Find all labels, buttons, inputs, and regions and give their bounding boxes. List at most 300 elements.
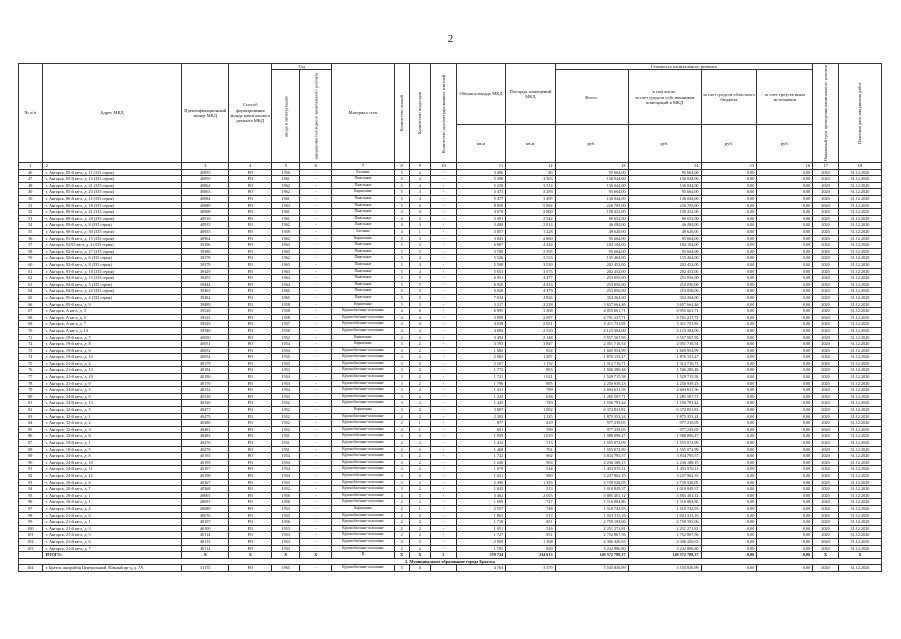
cell-col-16: 0,00: [757, 499, 813, 506]
table-row: [19, 261, 882, 268]
cell-col-5: 1951: [272, 440, 300, 447]
cell-col-2: г. Ангарск, 21-й кв-л, д. 3: [42, 525, 182, 532]
cell-col-4: РО: [229, 209, 272, 216]
cell-col-8: 5: [394, 268, 409, 275]
cell-col-11: 3 408: [456, 222, 505, 229]
cell-col-11: 4 670: [456, 209, 505, 216]
cell-col-11: 6 920: [456, 281, 505, 288]
cell-col-13: 46 284,00: [555, 222, 628, 229]
cell-col-13: 1 875 353,24: [555, 413, 628, 420]
cell-col-10: -: [431, 235, 457, 242]
cell-col-17: 2020: [813, 294, 839, 301]
cell-col-4: РО: [229, 341, 272, 348]
cell-col-2: г. Ангарск, 21-й кв-л, д. 9: [42, 380, 182, 387]
header-cost-owners: в том числе: за счет средств собственников помещений в МКД: [628, 70, 701, 125]
cell-col-2: г. Ангарск, 24-й кв-л, д. 10: [42, 459, 182, 466]
cell-col-4: РО: [229, 426, 272, 433]
cell-col-11: 1 468: [456, 446, 505, 453]
cell-col-15: 0,00: [701, 367, 757, 374]
cell-col-16: 16: [757, 163, 813, 170]
table-row: [19, 440, 882, 447]
header-address: Адрес МКД: [42, 64, 182, 163]
cell-col-4: РО: [229, 446, 272, 453]
cell-col-18: 31.12.2020: [838, 565, 881, 572]
cell-col-8: 5: [394, 189, 409, 196]
cell-col-10: -: [431, 393, 457, 400]
cell-col-9: 2: [409, 400, 430, 407]
cell-col-3: 40107: [182, 519, 229, 526]
cell-col-16: 0,00: [757, 301, 813, 308]
table-row: [19, 202, 882, 209]
cell-col-14: 3 557 567,95: [628, 334, 701, 341]
table-row: [19, 294, 882, 301]
cell-col-9: 2: [409, 354, 430, 361]
cell-col-13: 184 104,00: [555, 242, 628, 249]
cell-col-13: 1 876 153,47: [555, 354, 628, 361]
cell-col-9: 2: [409, 479, 430, 486]
cell-col-12: 2 228: [506, 301, 555, 308]
cell-col-1: 74: [19, 354, 43, 361]
table-row: [19, 367, 882, 374]
cell-col-1: 49: [19, 189, 43, 196]
cell-col-17: 2020: [813, 281, 839, 288]
cell-col-6: -: [300, 294, 332, 301]
cell-col-14: 95 664,00: [628, 248, 701, 255]
cell-col-18: 31.12.2020: [838, 242, 881, 249]
cell-col-16: 0,00: [757, 268, 813, 275]
cell-col-2: г. Ангарск, 95-й кв-л, д. 4 (335 серия): [42, 294, 182, 301]
cell-col-10: -: [431, 512, 457, 519]
cell-col-10: -: [431, 360, 457, 367]
cell-col-6: -: [300, 242, 332, 249]
cell-col-11: 5 398: [456, 176, 505, 183]
cell-col-6: -: [300, 327, 332, 334]
cell-col-6: -: [300, 301, 332, 308]
cell-col-13: 2 236 188,15: [555, 459, 628, 466]
cell-col-5: 1962: [272, 222, 300, 229]
cell-col-16: 0,00: [757, 486, 813, 493]
cell-col-8: 5: [394, 255, 409, 262]
cell-col-8: 2: [394, 512, 409, 519]
cell-col-2: г. Ангарск, 21-й кв-л, д. 10: [42, 374, 182, 381]
cell-col-3: 40483: [182, 433, 229, 440]
cell-col-3: 39196: [182, 242, 229, 249]
cell-col-2: г. Ангарск, 95-й кв-л, д. 9: [42, 301, 182, 308]
cell-col-18: 31.12.2020: [838, 182, 881, 189]
cell-col-12: 980: [506, 472, 555, 479]
cell-col-10: -: [431, 486, 457, 493]
cell-col-18: 31.12.2020: [838, 169, 881, 176]
cell-col-11: 3 496: [456, 169, 505, 176]
cell-col-17: 2020: [813, 492, 839, 499]
cell-col-9: 2: [409, 545, 430, 552]
cell-col-8: 4: [394, 209, 409, 216]
cell-col-17: 2020: [813, 413, 839, 420]
cell-col-3: 39489: [182, 301, 229, 308]
cell-col-17: 2020: [813, 360, 839, 367]
cell-col-9: 4: [409, 176, 430, 183]
cell-col-6: -: [300, 545, 332, 552]
cell-col-2: г. Ангарск, 19-й кв-л, д. 8: [42, 341, 182, 348]
cell-col-12: 2 097: [506, 314, 555, 321]
cell-col-9: 2: [409, 525, 430, 532]
header-area-premises: Площадь помещений МКД: [506, 64, 555, 125]
cell-col-10: -: [431, 182, 457, 189]
cell-col-1: 104: [19, 565, 43, 572]
cell-col-5: 1963: [272, 248, 300, 255]
cell-col-1: 78: [19, 380, 43, 387]
cell-col-4: РО: [229, 367, 272, 374]
cell-col-17: 2020: [813, 538, 839, 545]
cell-col-16: 0,00: [757, 479, 813, 486]
cell-col-1: 71: [19, 334, 43, 341]
cell-col-12: 513: [506, 486, 555, 493]
cell-col-12: 3 530: [506, 261, 555, 268]
cell-col-18: 31.12.2020: [838, 321, 881, 328]
cell-col-10: -: [431, 453, 457, 460]
cell-col-17: 17: [813, 163, 839, 170]
cell-col-9: Х: [409, 552, 430, 559]
cell-col-3: 40326: [182, 400, 229, 407]
cell-col-13: 4 955 661,71: [555, 308, 628, 315]
cell-col-18: 31.12.2020: [838, 261, 881, 268]
cell-col-17: 2020: [813, 545, 839, 552]
cell-col-5: 1963: [272, 202, 300, 209]
cell-col-7: Крупноблочные-сплошные: [332, 512, 394, 519]
cell-col-12: 2 942: [506, 215, 555, 222]
cell-col-1: 82: [19, 407, 43, 414]
cell-col-2: г. Ангарск, 21-й кв-л, д. 13: [42, 367, 182, 374]
cell-col-12: 3 495: [506, 196, 555, 203]
cell-col-14: 49 620,00: [628, 229, 701, 236]
cell-col-4: РО: [229, 229, 272, 236]
cell-col-10: -: [431, 400, 457, 407]
cell-col-12: 410: [506, 420, 555, 427]
table-row: [19, 413, 882, 420]
cell-col-10: -: [431, 459, 457, 466]
cell-col-14: 3 237 962,35: [628, 472, 701, 479]
cell-col-14: 1 529 715,38: [628, 374, 701, 381]
cell-col-2: г. Ангарск, 16-й кв-л, д. 1: [42, 499, 182, 506]
cell-col-9: 1: [409, 426, 430, 433]
cell-col-6: -: [300, 288, 332, 295]
cell-col-14: 135 464,00: [628, 255, 701, 262]
cell-col-6: -: [300, 393, 332, 400]
cell-col-5: 1965: [272, 294, 300, 301]
cell-col-5: 1961: [272, 215, 300, 222]
cell-col-9: 1: [409, 420, 430, 427]
cell-col-11: 1 721: [456, 374, 505, 381]
cell-col-15: 0,00: [701, 334, 757, 341]
cell-col-4: РО: [229, 466, 272, 473]
cell-col-1: 91: [19, 466, 43, 473]
cell-col-14: 1 876 153,47: [628, 354, 701, 361]
cell-col-18: 31.12.2020: [838, 393, 881, 400]
unit-cost-regional: руб.: [701, 125, 757, 163]
cell-col-4: РО: [229, 407, 272, 414]
cell-col-11: 1 431: [456, 387, 505, 394]
header-start: Начальный срок проведения капитального ремонта: [813, 64, 839, 163]
cell-col-12: 534: [506, 466, 555, 473]
cell-col-13: 135 464,00: [555, 255, 628, 262]
cell-col-14: 158 432,00: [628, 209, 701, 216]
cell-col-14: 3 834 795,57: [628, 453, 701, 460]
cell-col-9: 3: [409, 189, 430, 196]
cell-col-3: 40278: [182, 446, 229, 453]
cell-col-1: 88: [19, 446, 43, 453]
cell-col-14: 977 239,05: [628, 420, 701, 427]
cell-col-12: 399: [506, 426, 555, 433]
cell-col-17: 2020: [813, 248, 839, 255]
cell-col-14: 80 652,00: [628, 215, 701, 222]
cell-col-6: 6: [300, 163, 332, 170]
cell-col-18: 31.12.2020: [838, 466, 881, 473]
cell-col-7: Крупноблочные-сплошные: [332, 380, 394, 387]
cell-col-11: 651: [456, 426, 505, 433]
cell-col-12: 2 860: [506, 235, 555, 242]
cell-col-11: 1 043: [456, 486, 505, 493]
cell-col-13: 95 664,00: [555, 235, 628, 242]
cell-col-5: 1952: [272, 420, 300, 427]
cell-col-2: г. Ангарск, 88-й кв-л, д. 24 (335 серия): [42, 215, 182, 222]
cell-col-8: 3: [394, 538, 409, 545]
cell-col-12: 12: [506, 163, 555, 170]
cell-col-14: 1 605 954,99: [628, 347, 701, 354]
cell-col-16: 0,00: [757, 453, 813, 460]
cell-col-5: 5: [272, 163, 300, 170]
cell-col-10: -: [431, 261, 457, 268]
cell-col-14: 1 453 976,11: [628, 466, 701, 473]
cell-col-2: г. Ангарск, 94-й кв-л, д. 13 (335 серия): [42, 275, 182, 282]
cell-col-8: 3: [394, 492, 409, 499]
cell-col-8: 4: [394, 222, 409, 229]
table-row: [19, 281, 882, 288]
cell-col-15: 0,00: [701, 486, 757, 493]
cell-col-16: 0,00: [757, 354, 813, 361]
cell-col-9: 3: [409, 248, 430, 255]
section-header-row: [19, 558, 882, 565]
table-row: [19, 209, 882, 216]
cell-col-12: 3 503: [506, 176, 555, 183]
cell-col-14: 1 023 313,16: [628, 512, 701, 519]
cell-col-6: -: [300, 532, 332, 539]
cell-col-3: 39444: [182, 281, 229, 288]
cell-col-6: -: [300, 169, 332, 176]
cell-col-3: 40195: [182, 459, 229, 466]
cell-col-3: 20691: [182, 499, 229, 506]
cell-col-18: 31.12.2020: [838, 486, 881, 493]
cell-col-9: 2: [409, 466, 430, 473]
cell-col-7: Панельные: [332, 281, 394, 288]
cell-col-6: -: [300, 281, 332, 288]
cell-col-15: 0,00: [701, 215, 757, 222]
cell-col-11: 1 959: [456, 433, 505, 440]
cell-col-15: 0,00: [701, 525, 757, 532]
cell-col-3: 40197: [182, 466, 229, 473]
cell-col-10: -: [431, 433, 457, 440]
cell-col-15: 0,00: [701, 209, 757, 216]
cell-col-9: 2: [409, 367, 430, 374]
cell-col-2: г. Ангарск, 85-й кв-л, д. 11 (335 серия): [42, 169, 182, 176]
cell-col-13: 253 056,00: [555, 281, 628, 288]
cell-col-4: РО: [229, 479, 272, 486]
cell-col-2: г. Ангарск, 94-й кв-л, д. 3 (335 серия): [42, 281, 182, 288]
cell-col-3: 40935: [182, 222, 229, 229]
cell-col-11: 1 682: [456, 347, 505, 354]
cell-col-13: 2 739 526,05: [555, 479, 628, 486]
cell-col-1: 70: [19, 327, 43, 334]
cell-col-11: 1 051: [456, 525, 505, 532]
cell-col-14: 2 236 188,15: [628, 459, 701, 466]
cell-col-2: г. Ангарск, А кв-л, д. 14: [42, 327, 182, 334]
cell-col-9: 5: [409, 294, 430, 301]
cell-col-8: 3: [394, 393, 409, 400]
cell-col-13: 1 285 507,71: [555, 393, 628, 400]
table-body: [19, 163, 882, 572]
cell-col-7: Крупноблочные-сплошные: [332, 492, 394, 499]
cell-col-18: 31.12.2020: [838, 446, 881, 453]
cell-col-11: 3 807: [456, 407, 505, 414]
cell-col-15: 0,00: [701, 182, 757, 189]
cell-col-11: 1 640: [456, 459, 505, 466]
cell-col-18: 31.12.2020: [838, 367, 881, 374]
cell-col-6: -: [300, 420, 332, 427]
cell-col-16: 0,00: [757, 229, 813, 236]
cell-col-4: РО: [229, 525, 272, 532]
cell-col-17: 2020: [813, 400, 839, 407]
cell-col-4: РО: [229, 499, 272, 506]
cell-col-11: 4 763: [456, 565, 505, 572]
cell-col-11: 1 699: [456, 499, 505, 506]
cell-col-14: 5 411 751,83: [628, 321, 701, 328]
cell-col-8: 5: [394, 565, 409, 572]
cell-col-10: -: [431, 440, 457, 447]
cell-col-13: 2 251 271,81: [555, 525, 628, 532]
cell-col-6: -: [300, 268, 332, 275]
cell-col-14: 4 701 227,71: [628, 314, 701, 321]
header-cost: Стоимость капитального ремонта: [555, 64, 813, 70]
cell-col-8: 5: [394, 248, 409, 255]
cell-col-12: 713: [506, 440, 555, 447]
cell-col-7: Крупноблочные-сплошные: [332, 525, 394, 532]
cell-col-17: 2020: [813, 222, 839, 229]
cell-col-5: 1956: [272, 169, 300, 176]
cell-col-14: 1 556 791,42: [628, 400, 701, 407]
cell-col-15: 0,00: [701, 479, 757, 486]
cell-col-4: РО: [229, 215, 272, 222]
cell-col-3: 40052: [182, 347, 229, 354]
cell-col-9: 4: [409, 565, 430, 572]
cell-col-5: 1953: [272, 380, 300, 387]
cell-col-10: -: [431, 532, 457, 539]
cell-col-7: Панельные: [332, 255, 394, 262]
cell-col-6: -: [300, 413, 332, 420]
cell-col-3: 40859: [182, 176, 229, 183]
table-row: [19, 453, 882, 460]
cell-col-10: -: [431, 169, 457, 176]
cell-col-12: 2 539: [506, 327, 555, 334]
cell-col-8: 3: [394, 466, 409, 473]
cell-col-9: 5: [409, 281, 430, 288]
cell-col-5: 1953: [272, 367, 300, 374]
cell-col-10: -: [431, 196, 457, 203]
cell-col-7: Крупноблочные-сплошные: [332, 347, 394, 354]
cell-col-11: 1 631: [456, 472, 505, 479]
cell-col-7: Панельные: [332, 261, 394, 268]
cell-col-2: г. Ангарск, 86-й кв-л, д. 11 (335 серия): [42, 196, 182, 203]
cell-col-2: г. Ангарск, 94-й кв-л, д. 22 (335 серия): [42, 288, 182, 295]
cell-col-11: 3 899: [456, 314, 505, 321]
cell-col-1: 59: [19, 255, 43, 262]
cell-col-12: 962: [506, 453, 555, 460]
cell-col-7: Крупноблочные-сплошные: [332, 486, 394, 493]
cell-col-8: 2: [394, 446, 409, 453]
cell-col-13: 2 752 867,56: [555, 532, 628, 539]
cell-col-15: 0,00: [701, 341, 757, 348]
cell-col-8: 4: [394, 314, 409, 321]
cell-col-17: 2020: [813, 354, 839, 361]
cell-col-18: 31.12.2020: [838, 275, 881, 282]
cell-col-11: 6 907: [456, 242, 505, 249]
cell-col-6: -: [300, 565, 332, 572]
cell-col-2: г. Ангарск, 32-й кв-л, д. 2: [42, 420, 182, 427]
cell-col-1: 75: [19, 360, 43, 367]
cell-col-7: Крупноблочные-сплошные: [332, 413, 394, 420]
cell-col-17: 2020: [813, 532, 839, 539]
cell-col-1: 95: [19, 492, 43, 499]
cell-col-3: 39520: [182, 308, 229, 315]
cell-col-3: 39429: [182, 268, 229, 275]
cell-col-11: 4 684: [456, 327, 505, 334]
cell-col-15: 0,00: [701, 308, 757, 315]
cell-col-17: 2020: [813, 182, 839, 189]
cell-col-6: -: [300, 512, 332, 519]
cell-col-13: 977 239,05: [555, 420, 628, 427]
cell-col-15: 0,00: [701, 255, 757, 262]
cell-col-8: 4: [394, 229, 409, 236]
cell-col-2: г. Ангарск, 10-й кв-л, д. 5: [42, 446, 182, 453]
cell-col-18: 31.12.2020: [838, 354, 881, 361]
cell-col-5: 1963: [272, 242, 300, 249]
cell-col-14: 4 306 420,63: [628, 538, 701, 545]
cell-col-14: 1 285 507,71: [628, 393, 701, 400]
cell-col-10: -: [431, 499, 457, 506]
cell-col-4: РО: [229, 538, 272, 545]
cell-col-18: 31.12.2020: [838, 189, 881, 196]
cell-col-15: 0,00: [701, 407, 757, 414]
cell-col-6: -: [300, 387, 332, 394]
cell-col-3: 40276: [182, 440, 229, 447]
cell-col-15: 0,00: [701, 281, 757, 288]
table-row: [19, 446, 882, 453]
cell-col-7: Крупноблочные-сплошные: [332, 479, 394, 486]
cell-col-11: 1 432: [456, 440, 505, 447]
cell-col-5: 1954: [272, 459, 300, 466]
cell-col-15: 0,00: [701, 268, 757, 275]
cell-col-18: 31.12.2020: [838, 545, 881, 552]
cell-col-12: 3 368: [506, 308, 555, 315]
cell-col-2: г. Ангарск, 34-й кв-л, д. 3: [42, 387, 182, 394]
cell-col-8: 3: [394, 400, 409, 407]
cell-col-18: 31.12.2020: [838, 413, 881, 420]
cell-col-8: 3: [394, 472, 409, 479]
cell-col-8: 2: [394, 413, 409, 420]
cell-col-11: 1 796: [456, 380, 505, 387]
cell-col-18: 31.12.2020: [838, 380, 881, 387]
table-row: [19, 268, 882, 275]
table-row: [19, 400, 882, 407]
cell-col-11: 3 491: [456, 215, 505, 222]
